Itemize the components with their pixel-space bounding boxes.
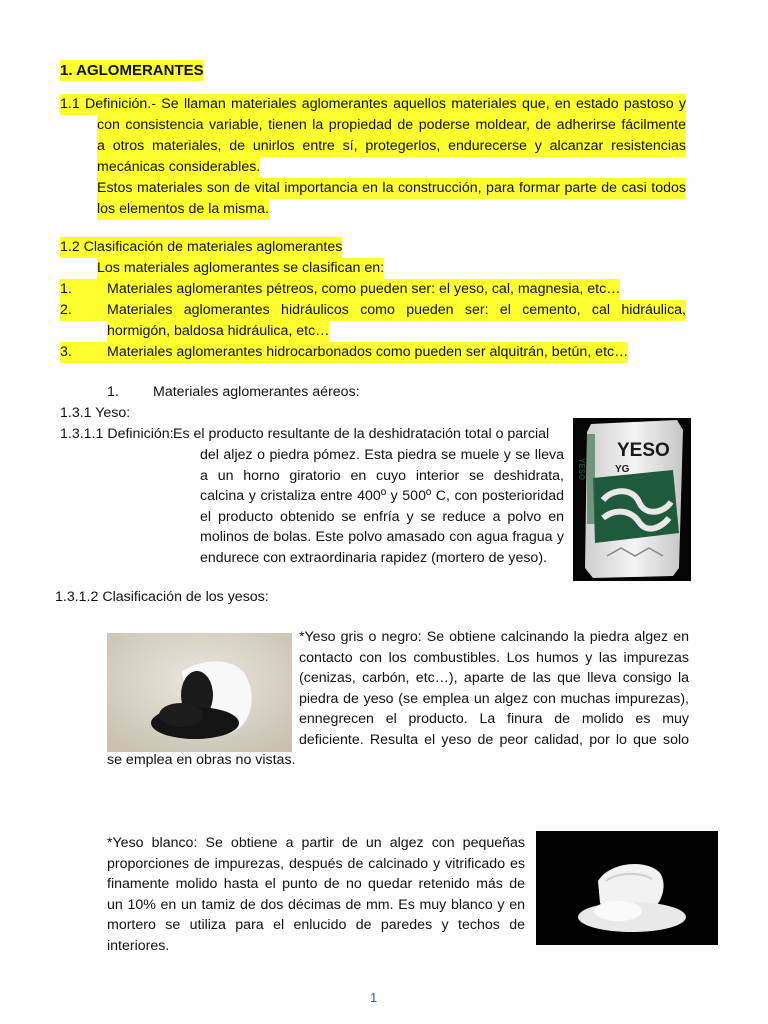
text-line: mortero se utiliza para el enlucido de paredes y techos de — [107, 917, 525, 933]
text-line: endurece con extraordinaria rapidez (mortero de yeso). — [200, 549, 547, 566]
bag-side-text: YESO — [577, 458, 586, 481]
text-line: calcina y cristaliza entre 400º y 500º C, con posterioridad — [200, 488, 564, 504]
yeso-gris-last-line: se emplea en obras no vistas. — [107, 752, 296, 768]
text-line: deficiente. Resulta el yeso de peor calidad, por lo que solo — [299, 731, 689, 748]
list-item-text: Materiales aglomerantes hidráulicos como pueden ser: el cemento, cal hidráulica, — [107, 300, 686, 321]
yeso-definition-body — [200, 445, 564, 568]
text-line: *Yeso gris o negro: Se obtiene calcinando la piedra algez en — [299, 629, 689, 645]
text-line: a un horno giratorio en cuyo interior se deshidrata, — [200, 467, 564, 484]
definition-line: Estos materiales son de vital importancia en la construcción, para formar parte de casi todos — [97, 178, 686, 199]
heading: 1. AGLOMERANTES — [60, 62, 204, 79]
list-item-text: Materiales aglomerantes hidrocarbonados como pueden ser alquitrán, betún, etc… — [107, 342, 628, 363]
classification-title: 1.2 Clasificación de materiales aglomerantes — [60, 237, 342, 258]
list-item-text: Materiales aglomerantes pétreos, como pueden ser: el yeso, cal, magnesia, etc… — [107, 279, 620, 300]
yeso-gris-body — [299, 627, 689, 750]
definition-line: mecánicas considerables. — [97, 157, 260, 178]
text-line: *Yeso blanco: Se obtiene a partir de un algez con pequeñas — [107, 835, 525, 851]
yeso-gris-photo — [107, 633, 292, 752]
bag-brand-text: YESO — [617, 440, 670, 461]
text-line: contacto con los combustibles. Los humos y las impurezas — [299, 649, 689, 666]
text-line: (cenizas, carbón, etc…), aparte de las que lleva consigo la — [299, 670, 689, 686]
aereos-title: Materiales aglomerantes aéreos: — [153, 384, 360, 400]
definition-line: a otros materiales, de unirlos entre sí, protegerlos, endurecerse y alcanzar resistencias — [97, 136, 686, 157]
text-line: un 10% en un tamiz de dos décimas de mm. Es muy blanco y en — [107, 896, 525, 913]
text-line: ennegrecen el producto. La finura de molido es muy — [299, 711, 689, 727]
yeso-blanco-photo — [536, 831, 718, 945]
text-line: proporciones de impurezas, después de calcinado y vitrificado es — [107, 855, 525, 872]
list-item-number: 3. — [60, 342, 107, 363]
yeso-bag-photo — [573, 418, 691, 581]
text-line: piedra de yeso (se emplea un algez con muchas impurezas), — [299, 690, 689, 707]
yesos-class-title: 1.3.1.2 Clasificación de los yesos: — [55, 589, 269, 605]
aereos-number: 1. — [107, 384, 119, 400]
text-line: el producto obtenido se enfría y se reduce a polvo en — [200, 508, 564, 525]
text-line: interiores. — [107, 937, 170, 954]
page-number: 1 — [370, 990, 378, 1005]
text-line: del aljez o piedra pómez. Esta piedra se muele y se lleva — [200, 447, 564, 463]
text-line: molinos de bolas. Este polvo amasado con agua fragua y — [200, 529, 564, 545]
list-item-number: 1. — [60, 279, 107, 300]
definition-line: con consistencia variable, tienen la propiedad de poderse moldear, de adherirse fácilmente — [97, 115, 686, 136]
yeso-blanco-body — [107, 833, 525, 956]
list-item-text: hormigón, baldosa hidráulica, etc… — [107, 321, 329, 342]
list-item-number: 2. — [60, 300, 107, 321]
yeso-definition-first: Es el producto resultante de la deshidratación total o parcial — [173, 426, 550, 442]
bag-code-text: YG — [615, 464, 630, 475]
classification-intro: Los materiales aglomerantes se clasifican en: — [97, 258, 384, 279]
definition-line: los elementos de la misma. — [97, 199, 269, 220]
definition-line: 1.1 Definición.- Se llaman materiales aglomerantes aquellos materiales que, en estado pastoso y — [60, 94, 686, 115]
text-line: finamente molido hasta el punto de no quedar retenido más de — [107, 876, 525, 892]
yeso-definition-label: 1.3.1.1 Definición: — [60, 426, 174, 442]
yeso-label: 1.3.1 Yeso: — [60, 405, 131, 421]
